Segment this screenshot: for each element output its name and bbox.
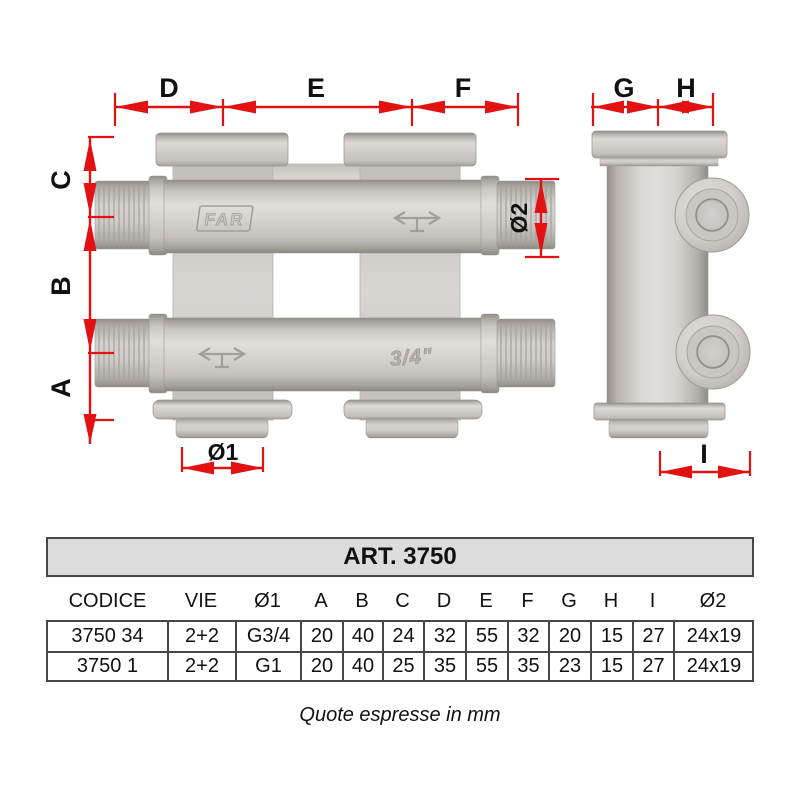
far-logo-text: FAR: [203, 210, 246, 229]
cell-phi2: 24x19: [673, 651, 753, 680]
cell-vie: 2+2: [167, 651, 235, 680]
spec-table: [46, 620, 754, 682]
cell-f: 32: [507, 622, 548, 651]
dim-label-phi1: Ø1: [207, 439, 239, 465]
side-port-boss-1: [675, 178, 749, 252]
dim-label-b: B: [46, 276, 76, 296]
cell-f: 35: [507, 651, 548, 680]
article-title-bar: [46, 537, 754, 577]
dim-label-a: A: [46, 378, 76, 398]
front-view: [95, 133, 555, 438]
top-port-2: [344, 133, 476, 166]
column-header-vie: VIE: [184, 589, 218, 612]
side-bottom-ring: [609, 419, 708, 438]
dim-label-i: I: [700, 439, 708, 469]
top-port-1: [156, 133, 288, 166]
cell-a: 20: [300, 622, 342, 651]
column-header-g: G: [561, 589, 577, 612]
units-caption: Quote espresse in mm: [299, 704, 501, 726]
bottom-flange-2-ring: [366, 418, 458, 438]
cell-codice: 3750 34: [71, 625, 144, 647]
side-view: [592, 131, 750, 438]
table-row: [48, 622, 752, 651]
column-header-e: E: [479, 589, 493, 612]
side-top-cap: [592, 131, 727, 158]
side-top-cap-lip: [600, 157, 718, 166]
cell-c: 24: [382, 622, 423, 651]
cell-i: 27: [632, 651, 673, 680]
column-header-phi1: Ø1: [254, 589, 281, 612]
column-header-f: F: [521, 589, 534, 612]
cell-b: 40: [342, 622, 382, 651]
cell-phi1: G3/4: [235, 622, 300, 651]
cell-e: 55: [465, 651, 507, 680]
table-row: [48, 651, 752, 680]
cell-h: 15: [590, 651, 632, 680]
size-marking: 3/4": [388, 344, 434, 371]
cell-c: 25: [382, 651, 423, 680]
bottom-flange-1: [153, 400, 292, 419]
cell-g: 20: [548, 622, 590, 651]
cell-g: 23: [548, 651, 590, 680]
cell-codice: 3750 1: [48, 651, 167, 680]
bottom-flange-2: [344, 400, 482, 419]
cell-phi2: 24x19: [673, 622, 753, 651]
dim-label-c: C: [46, 170, 76, 190]
cell-d: 32: [423, 622, 465, 651]
cell-vie: 2+2: [167, 622, 235, 651]
spec-table-section: [46, 537, 754, 727]
column-header-codice: CODICE: [68, 589, 147, 612]
column-header-phi2: Ø2: [699, 589, 727, 612]
dim-label-phi2: Ø2: [506, 202, 532, 234]
article-title: ART. 3750: [343, 543, 457, 570]
dim-label-d: D: [159, 73, 179, 103]
column-header-d: D: [436, 589, 452, 612]
column-header-i: I: [649, 589, 656, 612]
cell-b: 40: [342, 651, 382, 680]
pipe-upper: [95, 176, 555, 255]
cell-a: 20: [300, 651, 342, 680]
column-header-c: C: [395, 589, 410, 612]
side-port-boss-2: [676, 315, 750, 389]
pipe-lower: [95, 314, 555, 393]
column-header-a: A: [314, 589, 328, 612]
cell-i: 27: [632, 622, 673, 651]
bottom-flange-1-ring: [176, 418, 268, 438]
cell-d: 35: [423, 651, 465, 680]
dim-label-e: E: [306, 73, 326, 103]
column-header-b: B: [355, 589, 369, 612]
dim-label-g: G: [613, 73, 635, 103]
dim-label-f: F: [454, 73, 472, 103]
column-header-h: H: [603, 589, 619, 612]
dim-label-h: H: [676, 73, 696, 103]
cell-h: 15: [590, 622, 632, 651]
side-bottom-flange: [594, 403, 725, 420]
cell-e: 55: [465, 622, 507, 651]
cell-phi1: G1: [235, 651, 300, 680]
column-header-row: [48, 587, 752, 615]
